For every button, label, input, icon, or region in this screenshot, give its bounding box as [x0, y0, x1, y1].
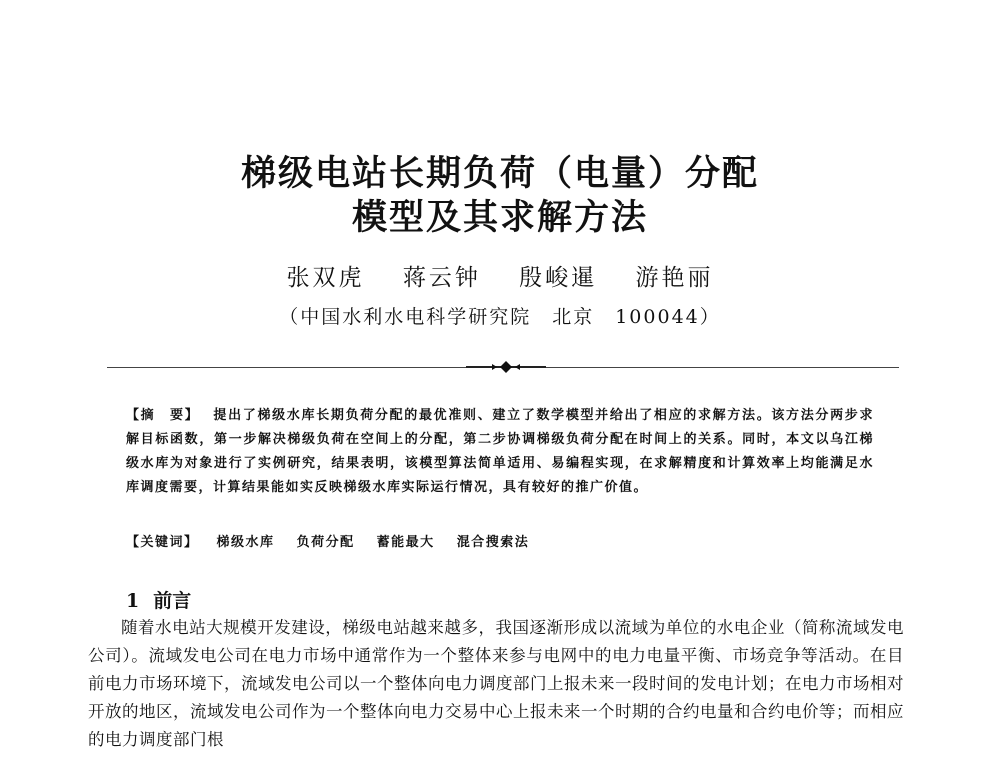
- abstract: [126, 404, 874, 500]
- section-title: 前言: [153, 590, 192, 612]
- abstract-label: 【摘 要】: [126, 408, 200, 423]
- keyword: 混合搜索法: [456, 535, 530, 550]
- divider-ornament-icon: [466, 360, 546, 374]
- author-name: 蒋云钟: [402, 265, 481, 291]
- title-line-1: 梯级电站长期负荷（电量）分配: [240, 154, 759, 194]
- keyword: 梯级水库: [216, 535, 275, 550]
- author-name: 殷峻暹: [519, 265, 598, 291]
- author-name: 游艳丽: [635, 265, 714, 291]
- section-heading: [126, 586, 191, 613]
- author-name: 张双虎: [286, 265, 365, 291]
- keyword: 蓄能最大: [376, 535, 435, 550]
- affiliation: （中国水利水电科学研究院 北京 100044）: [279, 306, 721, 328]
- abstract-text: 提出了梯级水库长期负荷分配的最优准则、建立了数学模型并给出了相应的求解方法。该方法分两步求解目标函数，第一步解决梯级负荷在空间上的分配，第二步协调梯级负荷分配在时间上的关系。同时，本文以乌江梯级水库为对象进行了实例研究，结果表明，该模型算法简单适用、易编程实现，在求解精度和计算效率上均能满足水库调度需要，计算结果能如实反映梯级水库实际运行情况，具有较好的推广价值。: [126, 408, 874, 495]
- keywords-label: 【关键词】: [126, 535, 199, 550]
- author-list: [0, 259, 1000, 292]
- section-number: 1: [126, 590, 140, 612]
- title-line-2: 模型及其求解方法: [351, 198, 648, 238]
- body-paragraph: 随着水电站大规模开发建设，梯级电站越来越多，我国逐渐形成以流域为单位的水电企业（简称流域发电公司）。流域发电公司在电力市场中通常作为一个整体来参与电网中的电力电量平衡、市场竞争等活动。在目前电力市场环境下，流域发电公司以一个整体向电力调度部门上报未来一段时间的发电计划；在电力市场相对开放的地区，流域发电公司作为一个整体向电力交易中心上报未来一个时期的合约电量和合约电价等；而相应的电力调度部门根: [88, 618, 904, 749]
- keyword: 负荷分配: [296, 535, 355, 550]
- keywords: [126, 531, 874, 550]
